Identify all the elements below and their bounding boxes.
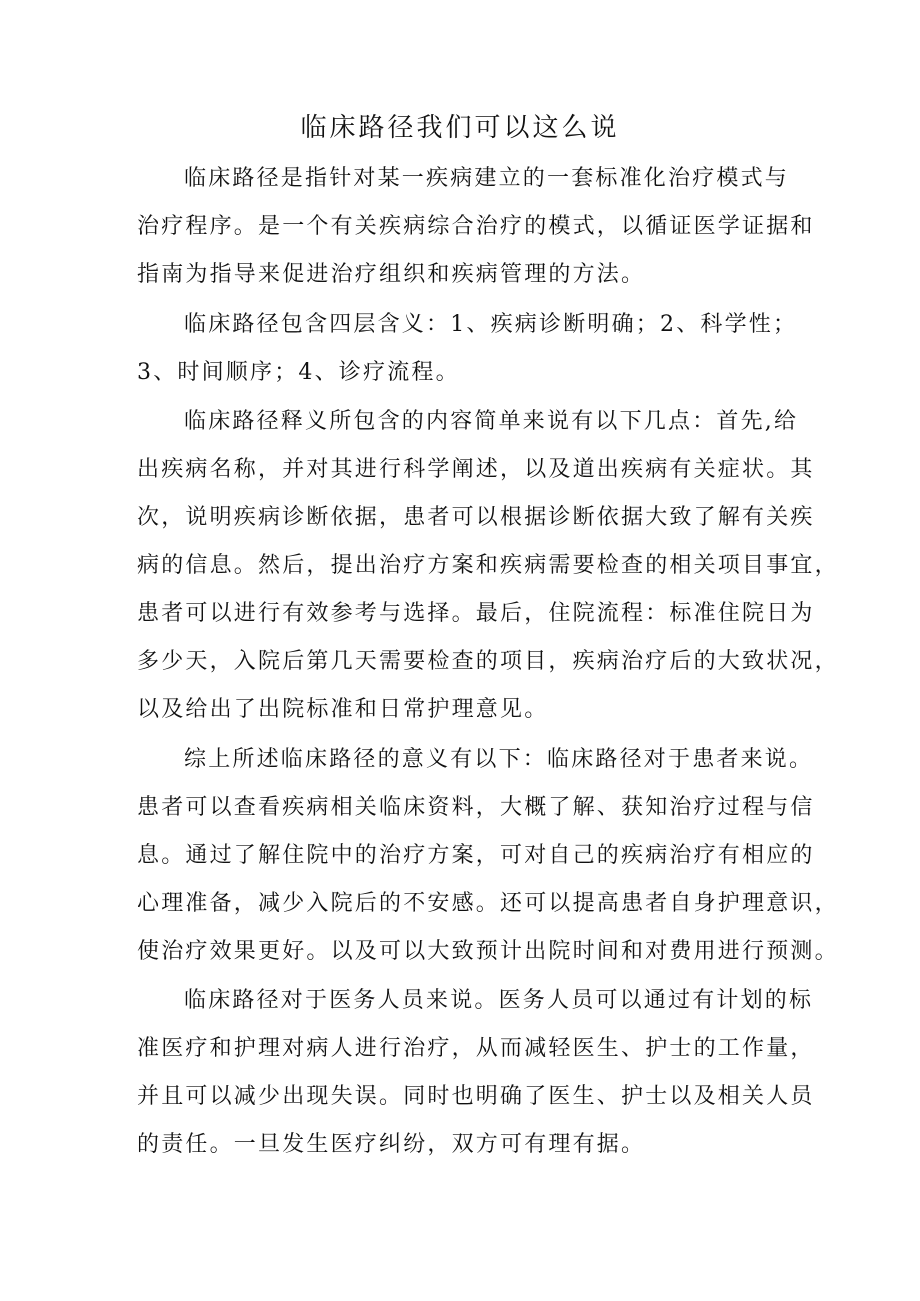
paragraph-1-line-1: 临床路径是指针对某一疾病建立的一套标准化治疗模式与 [184, 166, 790, 191]
paragraph-3-line-4: 病的信息。然后，提出治疗方案和疾病需要检查的相关项目事宜， [137, 553, 839, 578]
paragraph-2-line-2: 3、时间顺序；4、诊疗流程。 [137, 360, 460, 385]
paragraph-4-line-2: 患者可以查看疾病相关临床资料，大概了解、获知治疗过程与信 [137, 795, 815, 820]
paragraph-1-line-3: 指南为指导来促进治疗组织和疾病管理的方法。 [137, 262, 646, 287]
paragraph-3-line-3: 次，说明疾病诊断依据，患者可以根据诊断依据大致了解有关疾 [137, 505, 815, 530]
paragraph-2-line-1: 临床路径包含四层含义：1、疾病诊断明确；2、科学性； [184, 312, 798, 337]
paragraph-3-line-2: 出疾病名称，并对其进行科学阐述，以及道出疾病有关症状。其 [137, 457, 815, 482]
paragraph-4-line-4: 心理准备，减少入院后的不安感。还可以提高患者自身护理意识， [137, 891, 839, 916]
paragraph-1-line-2: 治疗程序。是一个有关疾病综合治疗的模式，以循证医学证据和 [137, 214, 815, 239]
paragraph-5-line-2: 准医疗和护理对病人进行治疗，从而减轻医生、护士的工作量， [137, 1036, 815, 1061]
paragraph-5-line-3: 并且可以减少出现失误。同时也明确了医生、护士以及相关人员 [137, 1084, 815, 1109]
paragraph-4-line-1: 综上所述临床路径的意义有以下：临床路径对于患者来说。 [184, 747, 814, 772]
paragraph-3-line-5: 患者可以进行有效参考与选择。最后，住院流程：标准住院日为 [137, 601, 815, 626]
paragraph-3-line-1: 临床路径释义所包含的内容简单来说有以下几点：首先,给 [184, 409, 799, 434]
paragraph-4-line-5: 使治疗效果更好。以及可以大致预计出院时间和对费用进行预测。 [137, 939, 839, 964]
paragraph-3-line-6: 多少天，入院后第几天需要检查的项目，疾病治疗后的大致状况， [137, 649, 839, 674]
document-title: 临床路径我们可以这么说 [300, 113, 620, 143]
paragraph-3-line-7: 以及给出了出院标准和日常护理意见。 [137, 697, 549, 722]
paragraph-5-line-1: 临床路径对于医务人员来说。医务人员可以通过有计划的标 [184, 988, 814, 1013]
paragraph-5-line-4: 的责任。一旦发生医疗纠纷，双方可有理有据。 [137, 1132, 646, 1157]
paragraph-4-line-3: 息。通过了解住院中的治疗方案，可对自己的疾病治疗有相应的 [137, 843, 815, 868]
